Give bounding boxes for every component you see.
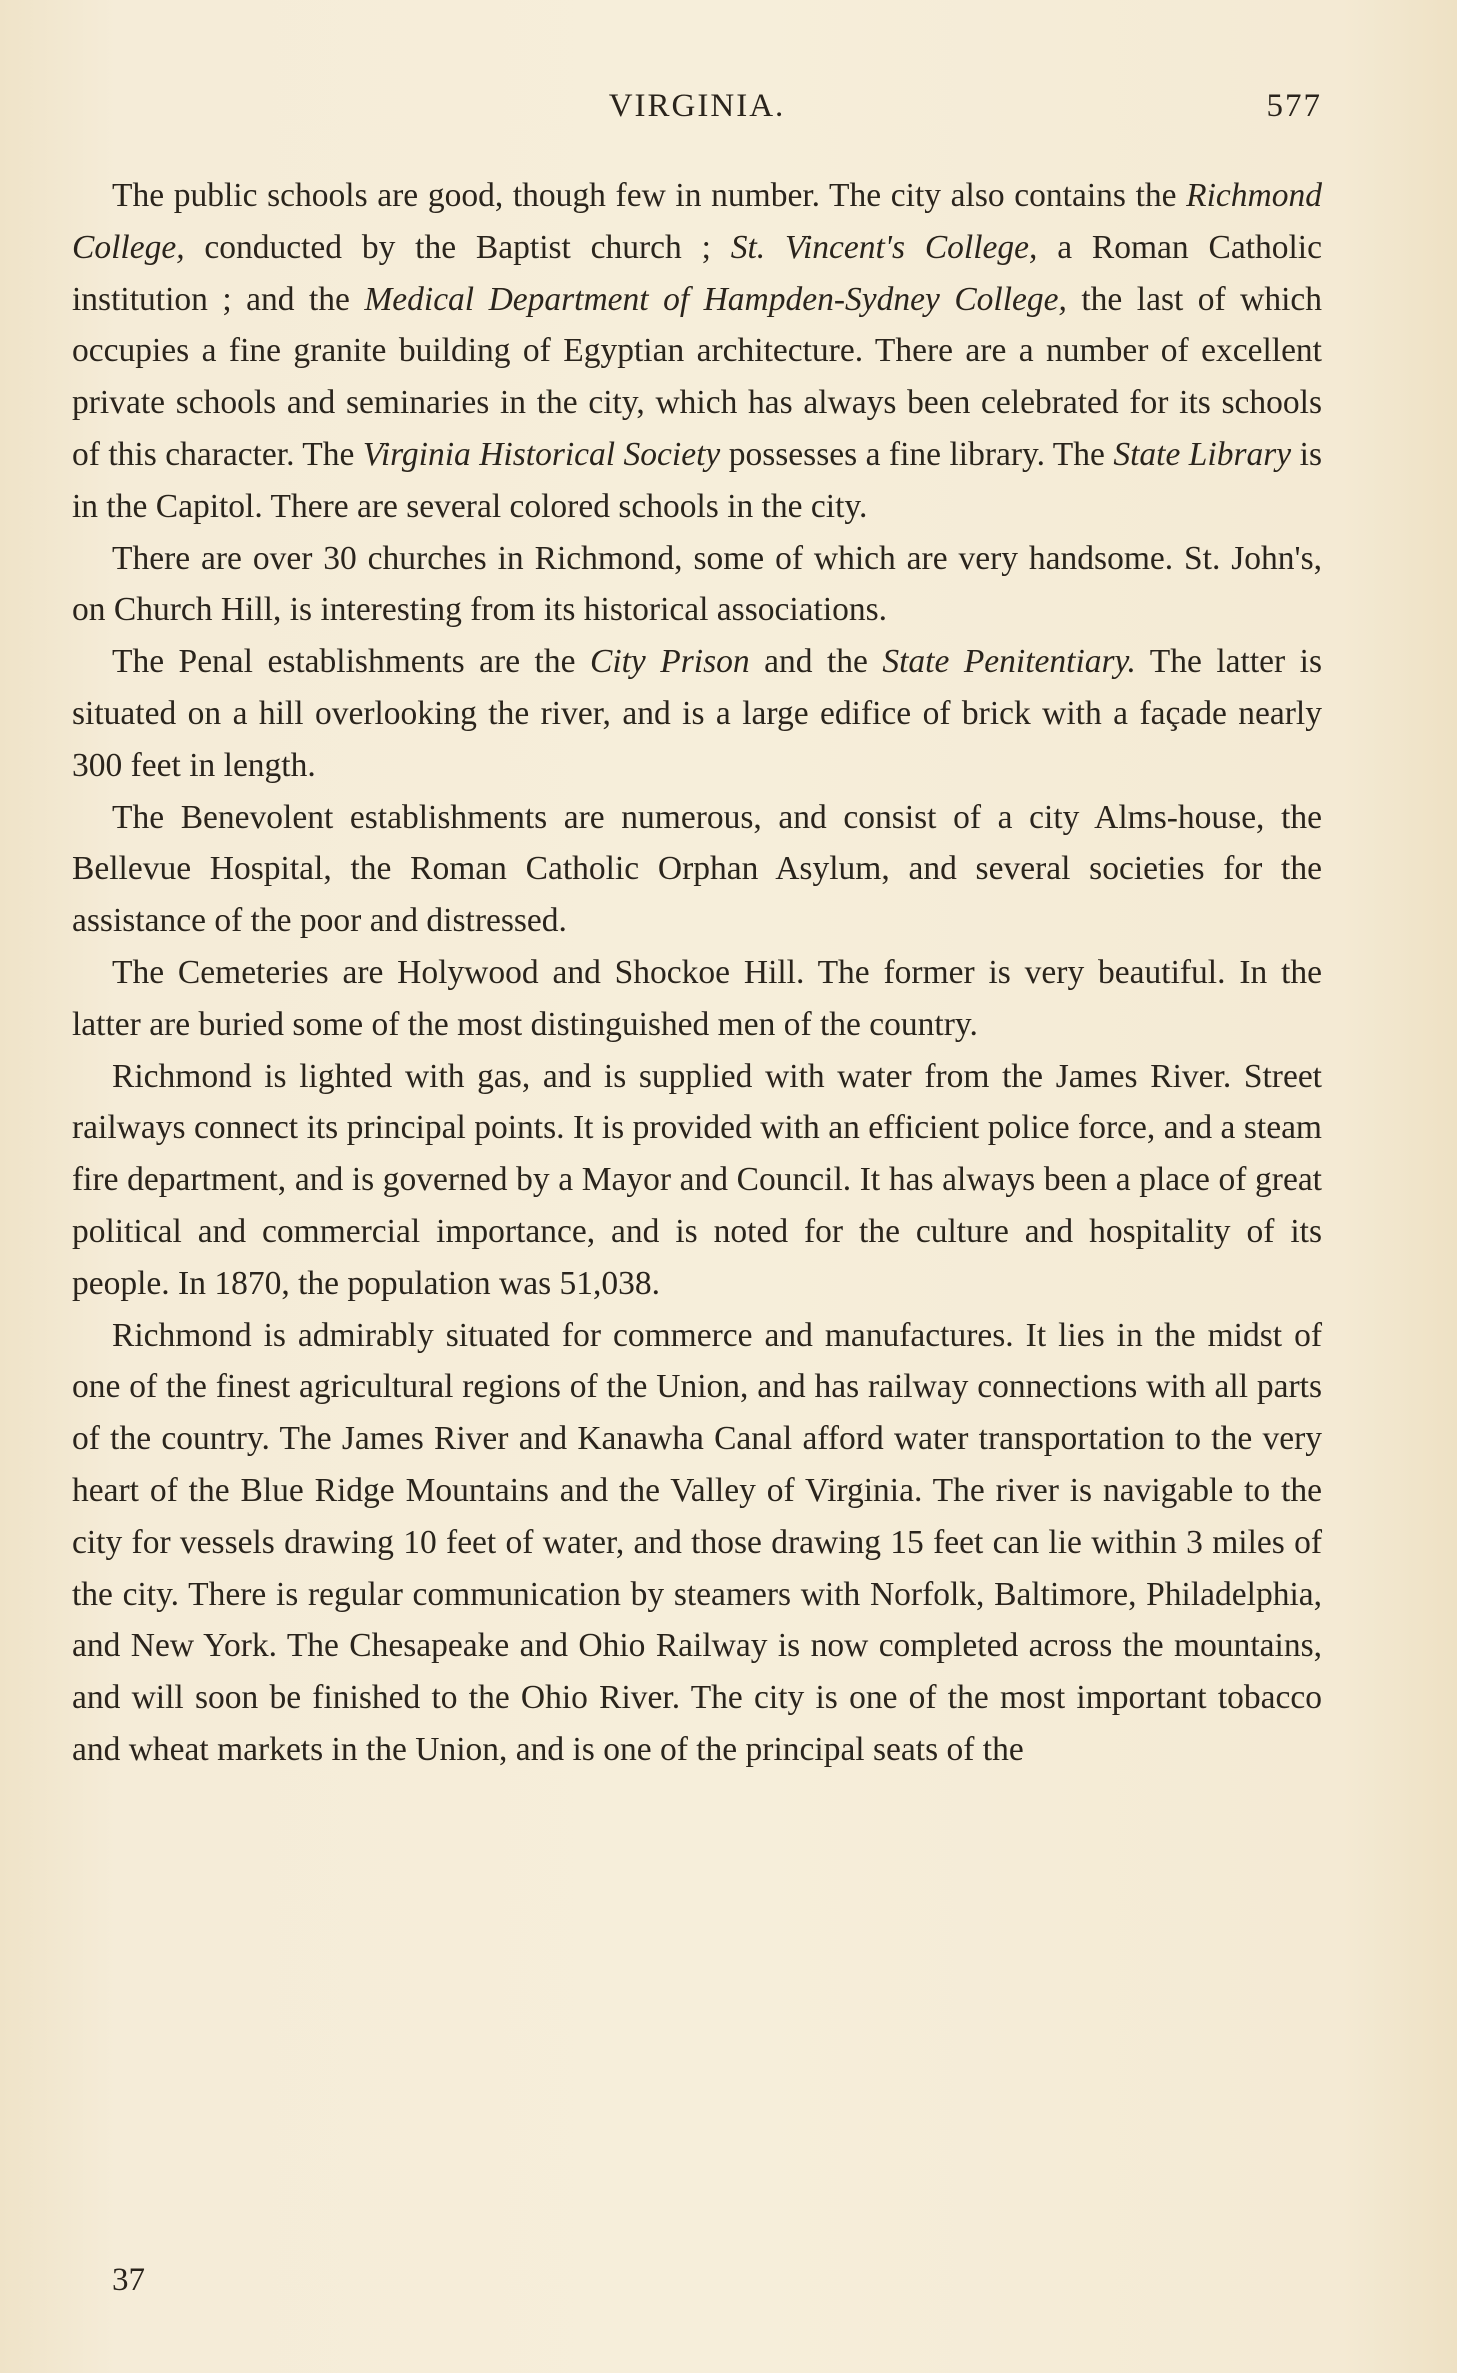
running-title: VIRGINIA. [608, 88, 786, 124]
text-run: The latter is situated on a hill overlooking the river, and is a large edifice of brick with a façade nearly 300 feet in length. [72, 643, 1322, 784]
body-text [72, 170, 1322, 1776]
text-run: The Benevolent establishments are numerous, and consist of a city Alms-house, the Bellevue Hospital, the Roman Catholic Orphan Asylum, and several societies for the assistance of the poor and distressed. [72, 798, 1322, 940]
signature-mark: 37 [112, 2262, 145, 2298]
paragraph-utilities [72, 1051, 1322, 1310]
paragraph-penal [72, 636, 1322, 791]
text-run: The public schools are good, though few in number. The city also contains the [112, 177, 1187, 214]
paragraph-churches [72, 533, 1322, 637]
paragraph-schools [72, 170, 1322, 533]
italic-text-run: State Penitentiary. [882, 643, 1136, 681]
page-header [72, 88, 1322, 136]
italic-text-run: City Prison [589, 643, 750, 681]
italic-text-run: Medical Department of Hampden-Sydney College, [364, 280, 1067, 318]
paragraph-commerce [72, 1310, 1322, 1776]
text-run: conducted by the Baptist church ; [184, 228, 731, 266]
text-run: and the [749, 643, 883, 681]
italic-text-run: Virginia Historical Society [362, 435, 721, 473]
text-run: Richmond is lighted with gas, and is supplied with water from the James River. Street railways connect its principal points. It is provided with an efficient police force, and a steam fire department, and is governed by a Mayor and Council. It has always been a place of great political and commercial importance, and is noted for the culture and hospitality of its people. In 1870, the population was 51,038. [72, 1057, 1322, 1302]
text-run: Richmond is admirably situated for commerce and manufactures. It lies in the midst of one of the finest agricultural regions of the Union, and has railway connections with all parts of the country. The James River and Kanawha Canal afford water transportation to the very heart of the Blue Ridge Mountains and the Valley of Virginia. The river is navigable to the city for vessels drawing 10 feet of water, and those drawing 15 feet can lie within 3 miles of the city. There is regular communication by steamers with Norfolk, Baltimore, Philadelphia, and New York. The Chesapeake and Ohio Railway is now completed across the mountains, and will soon be finished to the Ohio River. The city is one of the most important tobacco and wheat markets in the Union, and is one of the principal seats of the [72, 1316, 1322, 1768]
text-run: The Cemeteries are Holywood and Shockoe Hill. The former is very beautiful. In the latter are buried some of the most distinguished men of the country. [72, 953, 1322, 1043]
italic-text-run: St. Vincent's College, [730, 228, 1038, 266]
text-run: a Roman Catholic institution ; and the [72, 228, 1322, 318]
text-run: There are over 30 churches in Richmond, some of which are very handsome. St. John's, on Church Hill, is interesting from its historical associations. [72, 539, 1322, 629]
page-number: 577 [1266, 88, 1322, 124]
text-run: the last of which occupies a fine granite building of Egyptian architecture. There are a number of excellent private schools and seminaries in the city, which has always been celebrated for its schools of this character. The [72, 280, 1322, 473]
text-run: is in the Capitol. There are several colored schools in the city. [72, 435, 1322, 525]
italic-text-run: Richmond College, [72, 177, 1322, 266]
text-run: The Penal establishments are the [112, 643, 590, 681]
paragraph-benevolent [72, 792, 1322, 947]
italic-text-run: State Library [1113, 435, 1292, 473]
paragraph-cemeteries [72, 947, 1322, 1051]
text-run: possesses a fine library. The [720, 435, 1114, 473]
